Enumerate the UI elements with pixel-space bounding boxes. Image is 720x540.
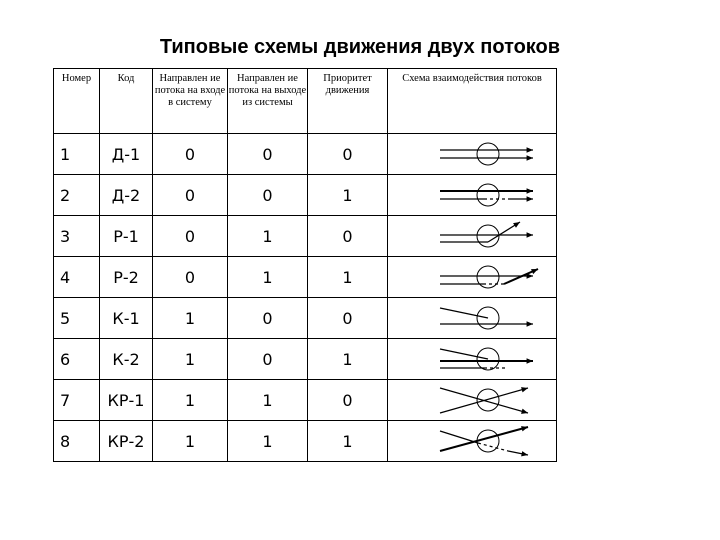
table-row	[54, 339, 557, 380]
interaction-scheme-diagram	[388, 175, 556, 215]
row-priority: 1	[308, 339, 388, 380]
row-code: Р-1	[100, 216, 153, 257]
row-priority: 0	[308, 380, 388, 421]
row-direction-out: 0	[228, 298, 308, 339]
row-code: Д-2	[100, 175, 153, 216]
row-scheme	[388, 134, 557, 175]
header-code: Код	[100, 69, 153, 134]
row-code: КР-2	[100, 421, 153, 462]
row-direction-in: 1	[153, 380, 228, 421]
row-direction-in: 0	[153, 216, 228, 257]
row-number: 3	[54, 216, 100, 257]
interaction-scheme-diagram	[388, 339, 556, 379]
flow-schemes-table	[53, 68, 557, 462]
table-row	[54, 216, 557, 257]
row-number: 4	[54, 257, 100, 298]
flow-arrow-arrowhead	[527, 321, 533, 326]
row-code: Р-2	[100, 257, 153, 298]
row-priority: 1	[308, 257, 388, 298]
row-direction-out: 1	[228, 421, 308, 462]
row-priority: 0	[308, 134, 388, 175]
row-direction-out: 0	[228, 339, 308, 380]
row-priority: 0	[308, 216, 388, 257]
interaction-scheme-diagram	[388, 134, 556, 174]
row-code: К-2	[100, 339, 153, 380]
priority-flow-arrow-arrowhead	[527, 188, 533, 193]
interaction-scheme-diagram	[388, 216, 556, 256]
flow-arrow-arrowhead	[527, 196, 533, 201]
row-direction-in: 0	[153, 175, 228, 216]
table-row	[54, 257, 557, 298]
row-scheme	[388, 175, 557, 216]
table-row	[54, 380, 557, 421]
table-row	[54, 421, 557, 462]
row-direction-out: 0	[228, 134, 308, 175]
row-direction-in: 1	[153, 298, 228, 339]
row-number: 6	[54, 339, 100, 380]
header-direction-in: Направлен ие потока на входе в систему	[153, 69, 228, 134]
header-priority: Приоритет движения	[308, 69, 388, 134]
flow-arrow-arrowhead	[527, 155, 533, 160]
row-scheme	[388, 216, 557, 257]
interaction-scheme-diagram	[388, 421, 556, 461]
row-priority: 0	[308, 298, 388, 339]
interaction-scheme-diagram	[388, 257, 556, 297]
row-number: 5	[54, 298, 100, 339]
row-scheme	[388, 298, 557, 339]
row-priority: 1	[308, 175, 388, 216]
flow-arrow-arrowhead	[527, 232, 533, 237]
row-direction-out: 0	[228, 175, 308, 216]
row-code: КР-1	[100, 380, 153, 421]
interaction-scheme-diagram	[388, 380, 556, 420]
priority-flow-arrow-arrowhead	[527, 358, 533, 363]
row-priority: 1	[308, 421, 388, 462]
table-row	[54, 175, 557, 216]
row-number: 8	[54, 421, 100, 462]
row-scheme	[388, 421, 557, 462]
row-direction-in: 0	[153, 257, 228, 298]
table-header-row	[54, 69, 557, 134]
header-direction-out: Направлен ие потока на выходе из системы	[228, 69, 308, 134]
cross-arrow-arrowhead	[521, 451, 528, 456]
junction-circle	[477, 184, 499, 206]
row-direction-out: 1	[228, 257, 308, 298]
table-row	[54, 134, 557, 175]
header-number: Номер	[54, 69, 100, 134]
junction-circle	[477, 225, 499, 247]
yield-line	[478, 443, 508, 451]
row-scheme	[388, 257, 557, 298]
junction-circle	[477, 266, 499, 288]
turn-arrow-arrowhead	[513, 222, 520, 228]
row-direction-in: 1	[153, 421, 228, 462]
cross-arrow-arrowhead	[521, 387, 528, 392]
row-direction-in: 1	[153, 339, 228, 380]
cross-arrow-arrowhead	[521, 409, 528, 414]
flow-arrow-arrowhead	[527, 147, 533, 152]
row-direction-in: 0	[153, 134, 228, 175]
row-code: К-1	[100, 298, 153, 339]
header-scheme: Схема взаимодействия потоков	[388, 69, 557, 134]
table-row	[54, 298, 557, 339]
junction-circle	[477, 143, 499, 165]
row-scheme	[388, 380, 557, 421]
interaction-scheme-diagram	[388, 298, 556, 338]
page-title: Типовые схемы движения двух потоков	[159, 36, 561, 58]
row-number: 1	[54, 134, 100, 175]
row-scheme	[388, 339, 557, 380]
row-direction-out: 1	[228, 216, 308, 257]
row-number: 7	[54, 380, 100, 421]
row-direction-out: 1	[228, 380, 308, 421]
row-number: 2	[54, 175, 100, 216]
row-code: Д-1	[100, 134, 153, 175]
